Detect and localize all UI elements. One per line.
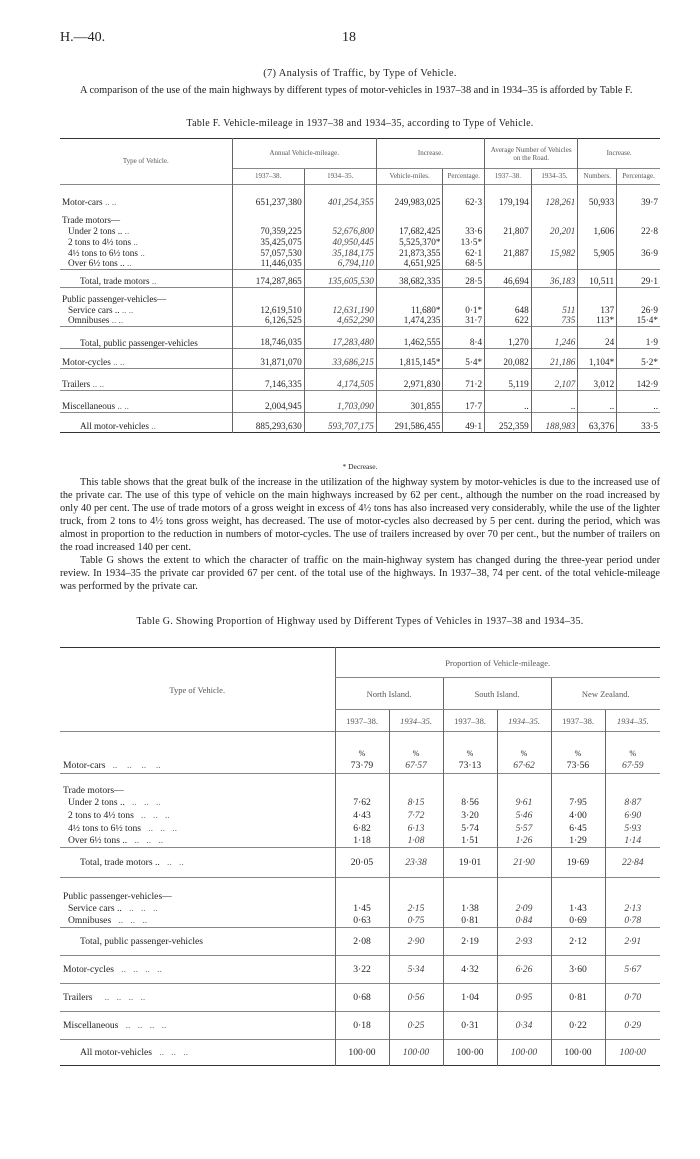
cell: 8·87: [605, 796, 660, 809]
table-f: [60, 138, 660, 433]
percent-sign: %: [551, 732, 605, 758]
cell: 67·62: [497, 758, 551, 774]
col-type: Type of Vehicle.: [122, 157, 169, 166]
table-row: Over 6½ tons .. .. 11,446,035 6,794,110 4,651,925 68·5: [60, 258, 660, 269]
col-year: 1937–38.: [443, 710, 497, 732]
cell: 1,606: [578, 226, 617, 237]
cell: 1·14: [605, 835, 660, 848]
cell: 100·00: [497, 1040, 551, 1066]
row-label: Total, trade motors ..: [80, 857, 160, 868]
cell: 0·1*: [443, 305, 485, 316]
table-row: Motor-cars .. .. 651,237,380 401,254,355 249,983,025 62·3 179,194 128,261 50,933 39·7: [62, 196, 658, 207]
cell: 11,680*: [376, 305, 443, 316]
col-annual: Annual Vehicle-mileage.: [232, 139, 376, 169]
cell: 4,651,925: [376, 258, 443, 269]
cell: 12,631,190: [304, 305, 376, 316]
cell: 36,183: [531, 270, 578, 288]
cell: 6·26: [497, 956, 551, 984]
cell: 0·75: [389, 915, 443, 928]
discussion: [60, 476, 660, 593]
col-year: 1937–38.: [335, 710, 389, 732]
table-row: Miscellaneous .. .. .. .. 0·18 0·25 0·31 0·34 0·22 0·29: [60, 1012, 660, 1040]
row-label: Over 6½ tons ..: [68, 258, 125, 269]
table-row: Miscellaneous .. .. 2,004,945 1,703,090 301,855 17·7 .. .. .. ..: [60, 391, 660, 413]
percent-sign: %: [389, 732, 443, 758]
cell: 651,237,380: [232, 197, 304, 208]
cell: 67·59: [605, 758, 660, 774]
cell: 0·69: [551, 915, 605, 928]
cell: ..: [578, 391, 617, 413]
page-header: [60, 30, 660, 50]
cell: 249,983,025: [376, 197, 443, 208]
row-label: Under 2 tons ..: [68, 796, 125, 808]
cell: 52,676,800: [304, 226, 376, 237]
cell: 1,703,090: [304, 391, 376, 413]
cell: 291,586,455: [376, 413, 443, 433]
cell: 17·7: [443, 391, 485, 413]
cell: 6·90: [605, 809, 660, 822]
cell: 3·22: [335, 956, 389, 984]
row-label: Motor-cycles: [63, 964, 114, 975]
cell: 6,794,110: [304, 258, 376, 269]
cell: 4·00: [551, 809, 605, 822]
table-row: 4½ tons to 6½ tons .. 57,057,530 35,184,175 21,873,355 62·1 21,887 15,982 5,905 36·9: [68, 247, 658, 258]
cell: 0·63: [335, 915, 389, 928]
row-label: Over 6½ tons ..: [68, 835, 128, 847]
cell: 2·12: [551, 928, 605, 956]
row-label: Trailers: [63, 992, 93, 1003]
cell: 1,104*: [578, 349, 617, 369]
cell: 0·78: [605, 915, 660, 928]
row-group-label: Trade motors—: [63, 784, 124, 796]
cell: 7·62: [335, 796, 389, 809]
cell: 17,682,425: [376, 226, 443, 237]
cell: 21,887: [485, 248, 532, 259]
cell: 1·18: [335, 835, 389, 848]
row-label: Motor-cycles: [62, 357, 111, 368]
cell: 7·95: [551, 796, 605, 809]
row-label: Miscellaneous: [62, 401, 116, 412]
cell: 20,201: [531, 226, 578, 237]
cell: 33·5: [617, 413, 660, 433]
cell: 2·91: [605, 928, 660, 956]
cell: 622: [485, 315, 532, 326]
row-label: Service cars ..: [68, 902, 122, 914]
cell: 1·38: [443, 902, 497, 915]
col-increase2: Increase.: [578, 139, 660, 169]
cell: 33·6: [443, 226, 485, 237]
table-row: Under 2 tons .. .. 70,359,225 52,676,800 17,682,425 33·6 21,807 20,201 1,606 22·8: [68, 226, 658, 237]
cell: 735: [531, 315, 578, 326]
cell: 511: [531, 305, 578, 316]
cell: 1·29: [551, 835, 605, 848]
cell: 5·4*: [443, 349, 485, 369]
table-g-caption: Table G. Showing Proportion of Highway used by Different Types of Vehicles in 1937–38 and 1934–35.: [136, 616, 584, 627]
cell: 70,359,225: [232, 226, 304, 237]
cell: 593,707,175: [304, 413, 376, 433]
cell: 21,807: [485, 226, 532, 237]
cell: 0·56: [389, 984, 443, 1012]
col-year: 1934–35.: [389, 710, 443, 732]
cell: 0·22: [551, 1012, 605, 1040]
row-label: Trailers: [62, 379, 91, 390]
cell: 7·72: [389, 809, 443, 822]
table-row: [60, 928, 660, 956]
cell: 648: [485, 305, 532, 316]
cell: 18,746,035: [232, 327, 304, 349]
cell: 0·95: [497, 984, 551, 1012]
cell: 20,082: [485, 349, 532, 369]
cell: 252,359: [485, 413, 532, 433]
cell: 2·08: [335, 928, 389, 956]
cell: ..: [485, 391, 532, 413]
cell: 5,119: [485, 369, 532, 391]
row-label: 2 tons to 4½ tons: [68, 809, 134, 821]
cell: 1·51: [443, 835, 497, 848]
table-f-footnote: * Decrease.: [342, 462, 378, 471]
cell: 2·13: [605, 902, 660, 915]
row-group-label: Public passenger-vehicles—: [62, 293, 167, 304]
col-pct2: Percentage.: [617, 169, 660, 185]
col-year: 1934–35.: [605, 710, 660, 732]
cell: 401,254,355: [304, 197, 376, 208]
table-row: Total, trade motors .. .. .. 20·05 23·38 19·01 21·90 19·69 22·84: [60, 848, 660, 878]
cell: 8·15: [389, 796, 443, 809]
cell: 57,057,530: [232, 248, 304, 259]
cell: 1,246: [531, 327, 578, 349]
cell: 6·13: [389, 822, 443, 835]
col-new-zealand: New Zealand.: [551, 678, 660, 710]
cell: 8·4: [443, 327, 485, 349]
cell: 100·00: [605, 1040, 660, 1066]
cell: 1·43: [551, 902, 605, 915]
table-row: Under 2 tons .. .. .. .. 7·62 8·15 8·56 9·61 7·95 8·87: [60, 796, 660, 809]
cell: 23·38: [389, 848, 443, 878]
intro-text: A comparison of the use of the main highways by different types of motor-vehicles in 1937–38 and in 1934–35 is afforded by Table F.: [80, 85, 633, 96]
table-row: Motor-cycles .. .. .. .. 3·22 5·34 4·32 6·26 3·60 5·67: [60, 956, 660, 984]
row-label: Miscellaneous: [63, 1020, 119, 1031]
cell: 1,462,555: [376, 327, 443, 349]
cell: 13·5*: [443, 237, 485, 248]
cell: 2,971,830: [376, 369, 443, 391]
cell: 1,815,145*: [376, 349, 443, 369]
cell: 2,004,945: [232, 391, 304, 413]
row-label: 4½ tons to 6½ tons: [68, 822, 142, 834]
cell: 28·5: [443, 270, 485, 288]
cell: 2·09: [497, 902, 551, 915]
cell: 73·56: [551, 758, 605, 774]
cell: 100·00: [443, 1040, 497, 1066]
col-south-island: South Island.: [443, 678, 551, 710]
cell: 12,619,510: [232, 305, 304, 316]
cell: 19·69: [551, 848, 605, 878]
cell: ..: [531, 391, 578, 413]
table-row: Trailers .. .. .. .. 0·68 0·56 1·04 0·95 0·81 0·70: [60, 984, 660, 1012]
cell: 2·19: [443, 928, 497, 956]
cell: 1·9: [617, 327, 660, 349]
cell: 19·01: [443, 848, 497, 878]
cell: 5·2*: [617, 349, 660, 369]
col-y3: 1937–38.: [485, 169, 532, 185]
cell: 5·57: [497, 822, 551, 835]
cell: 71·2: [443, 369, 485, 391]
cell: 4,174,505: [304, 369, 376, 391]
cell: 21,186: [531, 349, 578, 369]
cell: 2·90: [389, 928, 443, 956]
col-y1: 1937–38.: [232, 169, 304, 185]
table-row: Service cars .. .. .. .. 1·45 2·15 1·38 2·09 1·43 2·13: [60, 902, 660, 915]
cell: 24: [578, 327, 617, 349]
cell: 10,511: [578, 270, 617, 288]
cell: 62·3: [443, 197, 485, 208]
cell: 5·74: [443, 822, 497, 835]
percent-sign: %: [443, 732, 497, 758]
col-y4: 1934–35.: [531, 169, 578, 185]
cell: 5,525,370*: [376, 237, 443, 248]
row-label: All motor-vehicles: [80, 421, 149, 432]
table-row: [60, 878, 660, 902]
cell: 4,652,290: [304, 315, 376, 326]
cell: 0·70: [605, 984, 660, 1012]
cell: 17,283,480: [304, 327, 376, 349]
cell: 50,933: [578, 197, 617, 208]
cell: 100·00: [551, 1040, 605, 1066]
cell: 1·26: [497, 835, 551, 848]
row-label: Motor-cars: [62, 196, 103, 207]
cell: 2·93: [497, 928, 551, 956]
table-f-caption: Table F. Vehicle-mileage in 1937–38 and 1934–35, according to Type of Vehicle.: [186, 118, 534, 129]
row-label: Motor-cars: [63, 759, 106, 771]
table-row: Omnibuses .. .. 6,126,525 4,652,290 1,474,235 31·7 622 735 113* 15·4*: [60, 315, 660, 326]
row-label: Omnibuses: [68, 915, 112, 927]
table-row: [60, 327, 660, 349]
table-row: Trailers .. .. 7,146,335 4,174,505 2,971,830 71·2 5,119 2,107 3,012 142·9: [60, 369, 660, 391]
cell: 63,376: [578, 413, 617, 433]
table-row: Over 6½ tons .. .. .. .. 1·18 1·08 1·51 1·26 1·29 1·14: [60, 835, 660, 848]
row-label: Service cars ..: [68, 304, 120, 315]
cell: 0·84: [497, 915, 551, 928]
cell: 188,983: [531, 413, 578, 433]
col-increase: Increase.: [376, 139, 484, 169]
cell: 26·9: [617, 305, 660, 316]
cell: 5·34: [389, 956, 443, 984]
row-label: Omnibuses: [68, 315, 110, 326]
percent-sign: %: [605, 732, 660, 758]
cell: 35,425,075: [232, 237, 304, 248]
discussion-paragraph-2: Table G shows the extent to which the character of traffic on the main-highway system has changed during the three-year period under review. In 1934–35 the private car provided 67 per cent. of the total use of the highways. In 1937–38, 74 per cent. of the total vehicle-mileage was performed by the private car.: [60, 555, 660, 592]
cell: 301,855: [376, 391, 443, 413]
cell: 62·1: [443, 248, 485, 259]
cell: 46,694: [485, 270, 532, 288]
table-row: 2 tons to 4½ tons .. .. .. 4·43 7·72 3·20 5·46 4·00 6·90: [60, 809, 660, 822]
cell: 67·57: [389, 758, 443, 774]
table-row: 2 tons to 4½ tons .. 35,425,075 40,950,445 5,525,370* 13·5*: [60, 237, 660, 248]
cell: 4·43: [335, 809, 389, 822]
cell: 1,270: [485, 327, 532, 349]
cell: 3,012: [578, 369, 617, 391]
col-y2: 1934–35.: [304, 169, 376, 185]
table-row: Omnibuses .. .. .. 0·63 0·75 0·81 0·84 0·69 0·78: [60, 915, 660, 928]
cell: 73·79: [335, 758, 389, 774]
col-year: 1934–35.: [497, 710, 551, 732]
cell: 1·08: [389, 835, 443, 848]
cell: 0·34: [497, 1012, 551, 1040]
cell: 3·60: [551, 956, 605, 984]
cell: 135,605,530: [304, 270, 376, 288]
cell: 0·18: [335, 1012, 389, 1040]
cell: 29·1: [617, 270, 660, 288]
page-number: 18: [342, 30, 356, 45]
col-north-island: North Island.: [335, 678, 443, 710]
cell: 885,293,630: [232, 413, 304, 433]
cell: 31,871,070: [232, 349, 304, 369]
cell: 6,126,525: [232, 315, 304, 326]
table-row: Motor-cars .. .. .. .. 73·79 67·57 73·13 67·62 73·56 67·59: [60, 758, 660, 774]
cell: 11,446,035: [232, 258, 304, 269]
col-veh-miles: Vehicle-miles.: [376, 169, 443, 185]
cell: 6·45: [551, 822, 605, 835]
cell: 8·56: [443, 796, 497, 809]
row-group-label: Public passenger-vehicles—: [63, 890, 172, 902]
cell: 68·5: [443, 258, 485, 269]
cell: 0·81: [551, 984, 605, 1012]
table-row: All motor-vehicles .. 885,293,630 593,707,175 291,586,455 49·1 252,359 188,983 63,376 33·5: [60, 413, 660, 433]
row-group-label: Trade motors—: [62, 215, 121, 226]
table-row: [60, 215, 660, 226]
cell: 5·46: [497, 809, 551, 822]
table-row: Motor-cycles .. .. 31,871,070 33,686,215 1,815,145* 5·4* 20,082 21,186 1,104* 5·2*: [60, 349, 660, 369]
table-row: Service cars .. .. .. 12,619,510 12,631,190 11,680* 0·1* 648 511 137 26·9: [68, 304, 658, 315]
row-label: Total, trade motors: [80, 276, 150, 287]
cell: 0·81: [443, 915, 497, 928]
row-label: All motor-vehicles: [80, 1047, 153, 1058]
col-type: Type of Vehicle.: [169, 684, 226, 695]
row-label: Total, public passenger-vehicles: [80, 338, 198, 349]
cell: 4·32: [443, 956, 497, 984]
cell: 39·7: [617, 197, 660, 208]
table-row: Total, trade motors .. 174,287,865 135,605,530 38,682,335 28·5 46,694 36,183 10,511 29·1: [60, 270, 660, 288]
cell: 113*: [578, 315, 617, 326]
table-row: [60, 294, 660, 305]
cell: 21·90: [497, 848, 551, 878]
col-numbers: Numbers.: [578, 169, 617, 185]
cell: ..: [617, 391, 660, 413]
cell: 179,194: [485, 197, 532, 208]
cell: 40,950,445: [304, 237, 376, 248]
cell: 174,287,865: [232, 270, 304, 288]
table-g: [60, 647, 660, 1066]
table-row: [60, 774, 660, 796]
col-pct: Percentage.: [443, 169, 485, 185]
cell: 36·9: [617, 248, 660, 259]
cell: 0·25: [389, 1012, 443, 1040]
cell: 35,184,175: [304, 248, 376, 259]
cell: 7,146,335: [232, 369, 304, 391]
cell: 1,474,235: [376, 315, 443, 326]
col-average: Average Number of Vehicles on the Road.: [485, 139, 578, 169]
row-label: 4½ tons to 6½ tons: [68, 247, 138, 258]
intro-paragraph: [60, 84, 660, 97]
cell: 33,686,215: [304, 349, 376, 369]
table-row: All motor-vehicles .. .. .. 100·00 100·00 100·00 100·00 100·00 100·00: [60, 1040, 660, 1066]
cell: 0·29: [605, 1012, 660, 1040]
cell: 5,905: [578, 248, 617, 259]
row-label: 2 tons to 4½ tons: [68, 236, 132, 247]
percent-sign: %: [497, 732, 551, 758]
cell: 1·45: [335, 902, 389, 915]
cell: 0·31: [443, 1012, 497, 1040]
cell: 128,261: [531, 197, 578, 208]
cell: 137: [578, 305, 617, 316]
row-label: Under 2 tons ..: [68, 226, 123, 237]
cell: 5·93: [605, 822, 660, 835]
cell: 49·1: [443, 413, 485, 433]
cell: 9·61: [497, 796, 551, 809]
cell: 22·8: [617, 226, 660, 237]
table-row: 4½ tons to 6½ tons .. .. .. 6·82 6·13 5·74 5·57 6·45 5·93: [60, 822, 660, 835]
cell: 100·00: [335, 1040, 389, 1066]
section-heading: (7) Analysis of Traffic, by Type of Vehicle.: [263, 68, 457, 79]
cell: 100·00: [389, 1040, 443, 1066]
cell: 0·68: [335, 984, 389, 1012]
discussion-paragraph-1: This table shows that the great bulk of the increase in the utilization of the highway system by motor-vehicles is due to the increased use of the private car. The use of this type of vehicle on the main highways increased by 62 per cent., although the number on the road increased by only 40 per cent. The use of trade motors of a gross weight in excess of 4½ tons has also increased very considerably, while the use of the lighter truck, from 2 tons to 4½ tons gross weight, has decreased. The use of motor-cycles also decreased by 5 per cent. during the period, which was almost in proportion to the reduction in numbers of motor-cycles. The use of trailers increased by over 70 per cent., but the number of trailers on the road increased 140 per cent.: [60, 477, 660, 553]
cell: 3·20: [443, 809, 497, 822]
cell: 20·05: [335, 848, 389, 878]
col-proportion: Proportion of Vehicle-mileage.: [335, 648, 660, 678]
cell: 2,107: [531, 369, 578, 391]
cell: 5·67: [605, 956, 660, 984]
cell: 73·13: [443, 758, 497, 774]
col-year: 1937–38.: [551, 710, 605, 732]
cell: 2·15: [389, 902, 443, 915]
cell: 21,873,355: [376, 248, 443, 259]
percent-sign: %: [335, 732, 389, 758]
cell: 142·9: [617, 369, 660, 391]
row-label: Total, public passenger-vehicles: [80, 936, 204, 947]
cell: 22·84: [605, 848, 660, 878]
cell: 1·04: [443, 984, 497, 1012]
cell: 38,682,335: [376, 270, 443, 288]
cell: 31·7: [443, 315, 485, 326]
report-reference: H.—40.: [60, 30, 106, 45]
cell: 15·4*: [617, 315, 660, 326]
cell: 15,982: [531, 248, 578, 259]
cell: 6·82: [335, 822, 389, 835]
